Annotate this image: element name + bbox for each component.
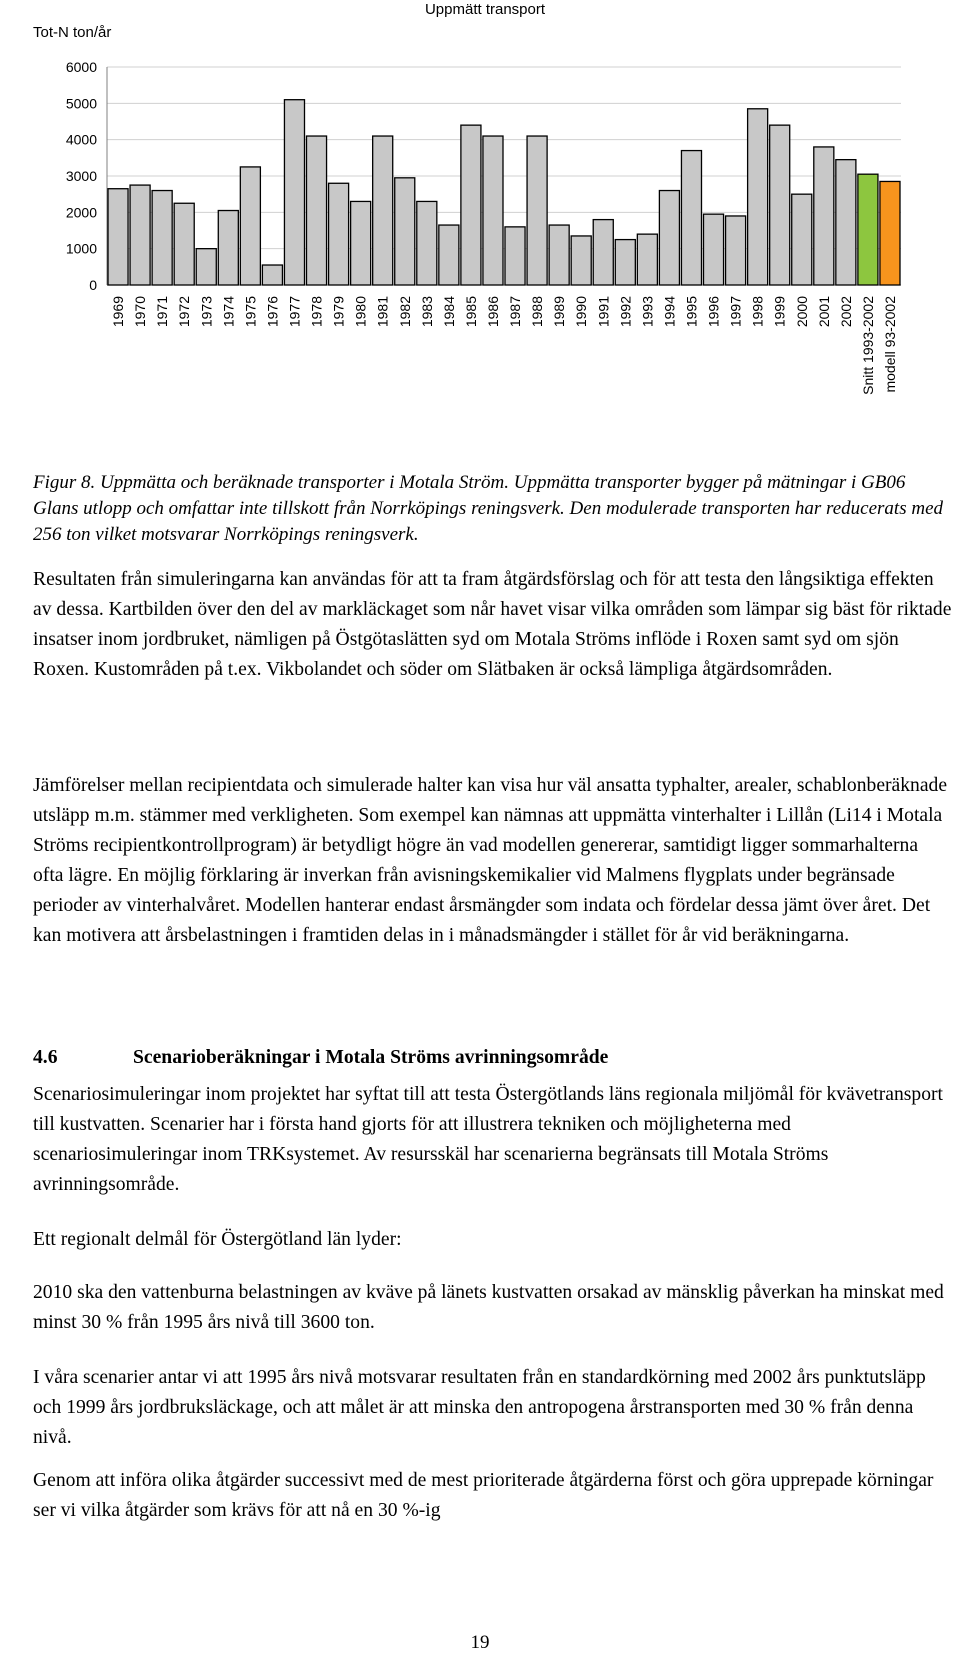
bar <box>836 160 856 285</box>
x-tick-label: modell 93-2002 <box>881 296 898 393</box>
x-tick-label: 1969 <box>110 296 127 328</box>
bar <box>373 136 393 285</box>
x-tick-label: 1998 <box>749 296 766 328</box>
bar <box>880 181 900 285</box>
y-tick-label: 5000 <box>65 95 97 112</box>
bar <box>395 178 415 285</box>
chart-title: Uppmätt transport <box>424 1 546 18</box>
bar <box>196 249 216 285</box>
figure-caption: Figur 8. Uppmätta och beräknade transporter i Motala Ström. Uppmätta transporter bygger på mätningar i GB06 Glans utlopp och omfattar inte tillskott från Norrköpings reningsverk. Den modulerade transporten har reducerats med 256 ton vilket motsvarar Norrköpings reningsverk. <box>33 472 943 545</box>
x-tick-label: 1996 <box>705 296 722 328</box>
bar <box>240 167 260 285</box>
bar <box>792 194 812 285</box>
bar <box>130 185 150 285</box>
paragraph-goal-intro: Ett regionalt delmål för Östergötland län lyder: <box>33 1229 402 1250</box>
x-tick-label: 1971 <box>154 296 171 328</box>
section-title: Scenarioberäkningar i Motala Ströms avrinningsområde <box>133 1047 609 1068</box>
paragraph-comparison: Jämförelser mellan recipientdata och simulerade halter kan visa hur väl ansatta typhalter, arealer, schablonberäknade utsläpp m.m. stämmer med verkligheten. Som exempel kan nämnas att uppmätta vinterhalter i Lillån (Li14 i Motala Ströms recipientkontrollprogram) är betydligt högre än vad modellen genererar, samtidigt ligger sommarhalterna ofta lägre. En möjlig förklaring är inverkan från avisningskemikalier vid Malmens flygplats under begränsade perioder av vinterhalvåret. Modellen hanterar endast årsmängder som indata och fördelar dessa jämt över året. Det kan motivera att årsbelastningen i framtiden delas in i månadsmängder i stället för år vid beräkningarna. <box>33 775 948 946</box>
bar <box>351 201 371 285</box>
bar <box>505 227 525 285</box>
x-tick-label: 1995 <box>683 296 700 328</box>
bar <box>218 211 238 285</box>
bar <box>659 191 679 285</box>
x-tick-label: 1985 <box>462 296 479 328</box>
x-tick-label: 2000 <box>793 296 810 328</box>
x-tick-label: 1970 <box>132 296 149 328</box>
x-tick-label: 1997 <box>727 296 744 328</box>
bar <box>814 147 834 285</box>
transport-chart <box>0 0 960 450</box>
y-tick-label: 2000 <box>65 204 97 221</box>
bar <box>637 234 657 285</box>
bar <box>262 265 282 285</box>
bar <box>439 225 459 285</box>
x-tick-label: 1986 <box>484 296 501 328</box>
bar <box>704 214 724 285</box>
bar <box>770 125 790 285</box>
y-axis-title: Tot-N ton/år <box>33 24 112 41</box>
bar <box>748 109 768 285</box>
x-tick-label: 1974 <box>220 296 237 328</box>
section-number: 4.6 <box>33 1047 58 1068</box>
x-tick-label: 1980 <box>352 296 369 328</box>
bar <box>417 201 437 285</box>
bar <box>461 125 481 285</box>
x-tick-label: 2002 <box>837 296 854 328</box>
y-tick-label: 6000 <box>65 59 97 75</box>
x-tick-label: 1993 <box>639 296 656 328</box>
bar <box>108 189 128 285</box>
y-tick-label: 4000 <box>65 131 97 148</box>
x-tick-label: 1981 <box>374 296 391 328</box>
paragraph-goal: 2010 ska den vattenburna belastningen av kväve på länets kustvatten orsakad av mänsklig påverkan ha minskat med minst 30 % från 1995 års nivå till 3600 ton. <box>33 1282 944 1333</box>
x-tick-label: 1983 <box>418 296 435 328</box>
x-tick-label: 2001 <box>815 296 832 328</box>
bar <box>527 136 547 285</box>
section-heading <box>33 1047 608 1069</box>
x-tick-label: 1973 <box>198 296 215 328</box>
x-tick-label: 1982 <box>396 296 413 328</box>
x-tick-label: 1976 <box>264 296 281 328</box>
paragraph-assumption: I våra scenarier antar vi att 1995 års nivå motsvarar resultaten från en standardkörning med 2002 års punktutsläpp och 1999 års jordbruksläckage, och att målet är att minska den antropogena årstransporten med 30 % från denna nivå. <box>33 1367 926 1448</box>
x-tick-label: 1987 <box>507 296 524 328</box>
x-tick-label: 1990 <box>573 296 590 328</box>
chart-svg <box>0 0 960 450</box>
bar <box>483 136 503 285</box>
x-tick-label: 1994 <box>661 296 678 328</box>
bar <box>571 236 591 285</box>
bar <box>615 240 635 285</box>
y-tick-label: 1000 <box>65 240 97 257</box>
x-tick-label: 1972 <box>176 296 193 328</box>
bar <box>858 174 878 285</box>
paragraph-measures: Genom att införa olika åtgärder successivt med de mest prioriterade åtgärderna först och göra upprepade körningar ser vi vilka åtgärder som krävs för att nå en 30 %-ig <box>33 1470 934 1521</box>
bar <box>284 100 304 285</box>
x-tick-label: 1984 <box>440 296 457 328</box>
paragraph-results: Resultaten från simuleringarna kan användas för att ta fram åtgärdsförslag och för att testa den långsiktiga effekten av dessa. Kartbilden över den del av markläckaget som når havet visar vilka områden som lämpar sig bäst för riktade insatser inom jordbruket, nämligen på Östgötaslätten syd om Motala Ströms inflöde i Roxen samt syd om sjön Roxen. Kustområden på t.ex. Vikbolandet och söder om Slätbaken är också lämpliga åtgärdsområden. <box>33 569 952 680</box>
bar <box>152 191 172 285</box>
paragraph-scenario: Scenariosimuleringar inom projektet har syftat till att testa Östergötlands läns regionala miljömål för kvävetransport till kustvatten. Scenarier har i första hand gjorts för att illustrera tekniken och möjligheterna med scenariosimuleringar inom TRKsystemet. Av resursskäl har scenarierna begränsats till Motala Ströms avrinningsområde. <box>33 1084 943 1195</box>
x-tick-label: 1992 <box>617 296 634 328</box>
y-tick-label: 3000 <box>65 168 97 184</box>
x-tick-label: 1989 <box>551 296 568 328</box>
x-tick-label: 1977 <box>286 296 303 328</box>
x-tick-label: 1988 <box>529 296 546 328</box>
x-tick-label: 1978 <box>308 296 325 328</box>
bar <box>329 183 349 285</box>
bar <box>726 216 746 285</box>
y-tick-label: 0 <box>89 277 97 293</box>
x-tick-label: 1999 <box>771 296 788 328</box>
bar <box>593 220 613 285</box>
x-tick-label: Snitt 1993-2002 <box>859 296 876 395</box>
x-tick-label: 1979 <box>330 296 347 328</box>
bar <box>174 203 194 285</box>
x-tick-label: 1991 <box>595 296 612 328</box>
page-number: 19 <box>470 1632 490 1653</box>
bar <box>307 136 327 285</box>
bar <box>549 225 569 285</box>
bar <box>681 151 701 285</box>
x-tick-label: 1975 <box>242 296 259 328</box>
